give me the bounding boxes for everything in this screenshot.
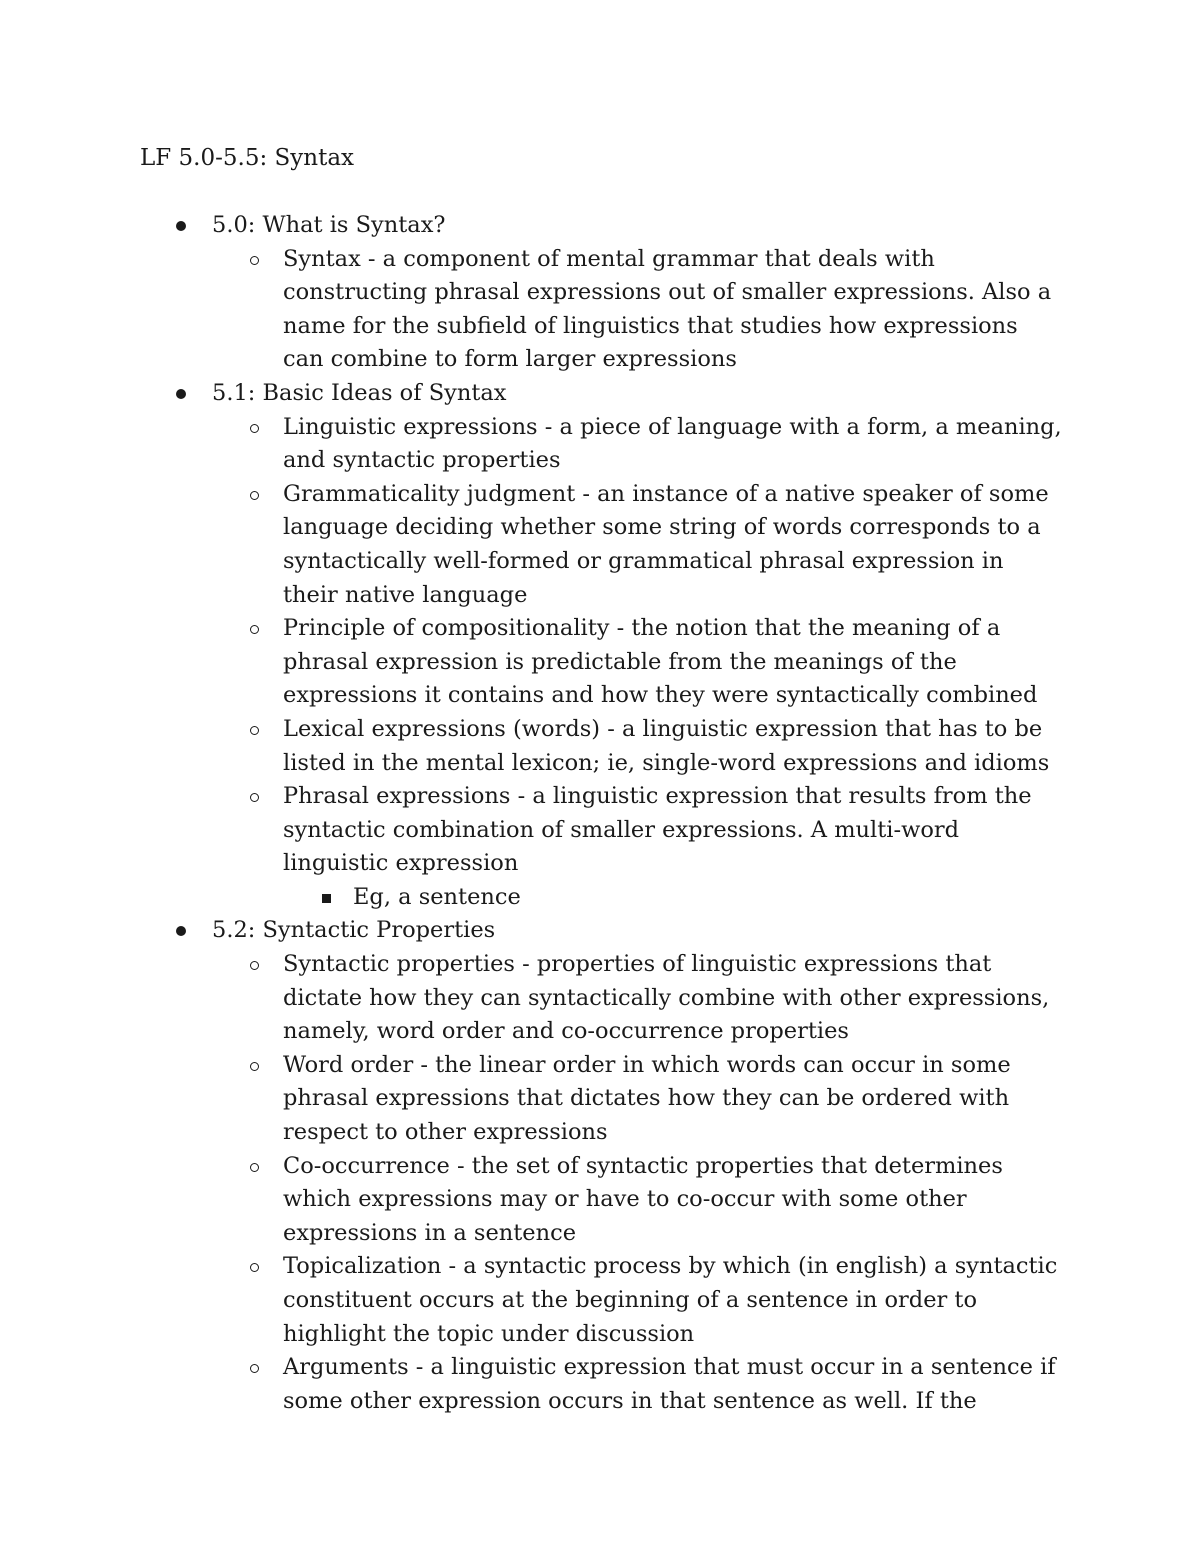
list-item-text: Principle of compositionality - the notion that the meaning of a phrasal expression is predictable from the meanings of the expressions it contains and how they were syntactically combined: [283, 615, 1038, 709]
square-bullet-icon: [322, 894, 331, 903]
hollow-circle-bullet-icon: [250, 1163, 259, 1172]
list-item: [0, 243, 1063, 377]
nested-items: [283, 881, 1063, 915]
list-item: [0, 478, 1063, 612]
list-item: [0, 1049, 1063, 1150]
hollow-circle-bullet-icon: [250, 424, 259, 433]
hollow-circle-bullet-icon: [250, 1263, 259, 1272]
section-heading: 5.0: What is Syntax?: [212, 212, 446, 238]
list-item: [0, 780, 1063, 914]
outline-list: [0, 209, 1200, 1418]
section-5-1: [0, 377, 1200, 915]
filled-circle-bullet-icon: [176, 389, 186, 399]
filled-circle-bullet-icon: [176, 926, 186, 936]
list-item: [0, 1150, 1063, 1251]
list-item-text: Word order - the linear order in which words can occur in some phrasal expressions that dictates how they can be ordered with respect to other expressions: [283, 1051, 1011, 1146]
document-title: LF 5.0-5.5: Syntax: [140, 145, 355, 171]
list-item-text: Phrasal expressions - a linguistic expression that results from the syntactic combination of smaller expressions. A multi-word linguistic expression: [283, 783, 1032, 877]
nested-list-item-text: Eg, a sentence: [353, 883, 521, 910]
hollow-circle-bullet-icon: [250, 625, 259, 634]
section-5-2: [0, 914, 1200, 1418]
section-items: [212, 411, 1200, 915]
list-item-text: Arguments - a linguistic expression that must occur in a sentence if some other expression occurs in that sentence as well. If the: [283, 1354, 1056, 1414]
hollow-circle-bullet-icon: [250, 793, 259, 802]
list-item-text: Lexical expressions (words) - a linguistic expression that has to be listed in the mental lexicon; ie, single-word expressions and idioms: [283, 715, 1050, 776]
section-items: [212, 948, 1200, 1418]
hollow-circle-bullet-icon: [250, 1062, 259, 1071]
section-items: [212, 243, 1200, 377]
list-item: [0, 1351, 1063, 1418]
hollow-circle-bullet-icon: [250, 491, 259, 500]
hollow-circle-bullet-icon: [250, 726, 259, 735]
list-item-text: Topicalization - a syntactic process by which (in english) a syntactic constituent occurs at the beginning of a sentence in order to highlight the topic under discussion: [283, 1253, 1058, 1347]
section-5-0: [0, 209, 1200, 377]
hollow-circle-bullet-icon: [250, 256, 259, 265]
list-item: [0, 411, 1063, 478]
list-item-text: Co-occurrence - the set of syntactic properties that determines which expressions may or have to co-occur with some other expressions in a sentence: [283, 1152, 1003, 1246]
nested-list-item: [0, 881, 1063, 915]
list-item-text: Linguistic expressions - a piece of language with a form, a meaning, and syntactic properties: [283, 413, 1062, 474]
list-item-text: Syntax - a component of mental grammar that deals with constructing phrasal expressions out of smaller expressions. Also a name for the subfield of linguistics that studies how expressions can combine to form larger expressions: [283, 245, 1052, 373]
filled-circle-bullet-icon: [176, 221, 186, 231]
section-heading: 5.2: Syntactic Properties: [212, 917, 496, 944]
hollow-circle-bullet-icon: [250, 1364, 259, 1373]
hollow-circle-bullet-icon: [250, 961, 259, 970]
list-item: [0, 948, 1063, 1049]
list-item: [0, 612, 1063, 713]
list-item: [0, 713, 1063, 780]
list-item: [0, 1250, 1063, 1351]
list-item-text: Syntactic properties - properties of linguistic expressions that dictate how they can syntactically combine with other expressions, namely, word order and co-occurrence properties: [283, 951, 1050, 1045]
section-heading: 5.1: Basic Ideas of Syntax: [212, 379, 507, 406]
list-item-text: Grammaticality judgment - an instance of a native speaker of some language deciding whether some string of words corresponds to a syntactically well-formed or grammatical phrasal expression in their native language: [283, 480, 1049, 608]
